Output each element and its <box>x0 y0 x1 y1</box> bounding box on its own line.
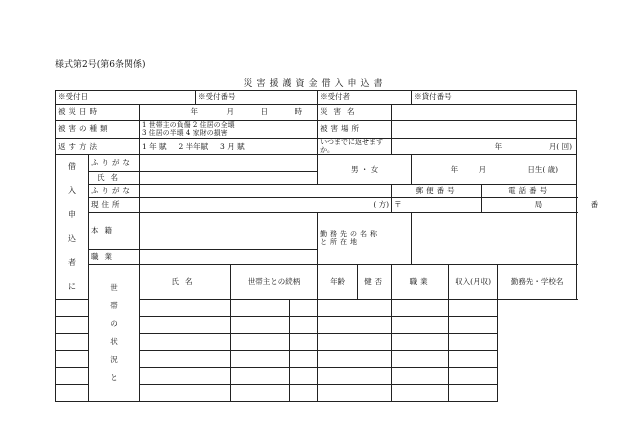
name-field[interactable] <box>140 172 318 185</box>
household-cell[interactable] <box>231 368 290 385</box>
receipt-no-label: ※受付番号 <box>198 92 236 102</box>
household-cell[interactable] <box>231 351 290 368</box>
honseki-label: 本籍 <box>89 213 140 250</box>
furigana-label: ふりがな <box>89 155 140 172</box>
form-number: 様式第2号(第6条関係) <box>55 60 146 70</box>
repayment-row <box>56 139 577 155</box>
direction-label: ( 方) <box>373 200 390 210</box>
hour-label: 時 <box>294 107 302 117</box>
household-row <box>56 317 577 334</box>
phone-field[interactable] <box>482 198 599 213</box>
household-cell[interactable] <box>56 334 140 351</box>
disaster-date-field[interactable] <box>140 105 318 121</box>
application-form-table <box>55 90 599 402</box>
loan-no-cell[interactable] <box>412 91 577 105</box>
birth-month-label: 月 <box>478 164 487 174</box>
furigana-field[interactable] <box>140 155 318 172</box>
repay-method-options[interactable]: 1 年 賦 2 半年賦 3 月 賦 <box>140 139 318 155</box>
receiver-label: ※受付者 <box>320 92 351 102</box>
col-header-relation: 世帯主との続柄 <box>231 264 318 300</box>
household-cell[interactable] <box>231 385 290 402</box>
household-cell[interactable] <box>392 385 449 402</box>
household-cell[interactable] <box>449 385 498 402</box>
occupation-field[interactable] <box>140 249 318 264</box>
repay-until-label: いつまでに返せますか。 <box>318 139 392 155</box>
furigana2-field[interactable] <box>140 185 392 198</box>
furigana2-label: ふりがな <box>89 185 140 198</box>
household-cell[interactable] <box>449 368 498 385</box>
col-header-health: 健否 <box>358 264 392 300</box>
col-header-school: 勤務先・学校名 <box>498 264 577 300</box>
household-cell[interactable] <box>318 334 392 351</box>
household-cell[interactable] <box>140 334 231 351</box>
household-row <box>56 334 577 351</box>
section-char: 込 <box>68 234 76 244</box>
household-cell[interactable] <box>140 300 231 317</box>
household-cell[interactable] <box>290 300 318 317</box>
postal-code-label: 郵便番号 <box>392 185 482 198</box>
occupation-label: 職業 <box>89 249 140 264</box>
col-header-occupation: 職業 <box>392 264 449 300</box>
household-char: 況 <box>110 355 118 365</box>
damage-row <box>56 121 577 139</box>
household-row <box>56 351 577 368</box>
address-label: 現住所 <box>89 198 140 213</box>
section-char: 入 <box>68 186 76 196</box>
household-cell[interactable] <box>290 368 318 385</box>
repay-until-field[interactable] <box>392 139 577 155</box>
household-cell[interactable] <box>392 368 449 385</box>
household-header-row <box>56 264 577 300</box>
name-label <box>89 172 140 185</box>
repay-method-label: 返す方法 <box>56 139 140 155</box>
damage-type-label: 被害の種類 <box>56 121 140 139</box>
section-char: 申 <box>68 210 76 220</box>
receiver-cell[interactable] <box>318 91 412 105</box>
address-field[interactable] <box>140 198 392 213</box>
disaster-name-field[interactable] <box>392 105 577 121</box>
household-cell[interactable] <box>140 317 231 334</box>
household-cell[interactable] <box>318 300 392 317</box>
disaster-date-row <box>56 105 577 121</box>
applicant-furigana2-row <box>56 185 577 198</box>
receipt-row <box>56 91 577 105</box>
year-label: 年 <box>190 107 198 117</box>
exchange-label: 局 <box>534 200 543 210</box>
damage-type-options[interactable] <box>140 121 318 139</box>
household-cell[interactable] <box>56 317 140 334</box>
birth-day-age-label: 日生( 歳) <box>527 164 559 174</box>
household-cell[interactable] <box>140 351 231 368</box>
section-char: に <box>68 282 76 292</box>
household-char: 帯 <box>110 301 118 311</box>
damage-place-label: 被害場所 <box>318 121 392 139</box>
workplace-label-line-1: 勤務先の名称 <box>320 229 381 238</box>
household-cell[interactable] <box>318 368 392 385</box>
household-cell[interactable] <box>392 300 449 317</box>
section-char: 者 <box>68 258 76 268</box>
household-cell[interactable] <box>318 385 392 402</box>
disaster-date-label: 被災日時 <box>56 105 140 121</box>
damage-place-field[interactable] <box>392 121 577 139</box>
col-header-income: 収入(月収) <box>449 264 498 300</box>
address-row <box>56 198 577 213</box>
phone-no-label: 電話番号 <box>482 185 577 198</box>
repay-month-times-label: 月( 回) <box>548 141 573 151</box>
postal-mark: 〒 <box>394 200 402 210</box>
household-char: 状 <box>110 337 118 347</box>
col-header-age: 年齢 <box>318 264 358 300</box>
birthdate-field[interactable] <box>412 155 577 185</box>
household-cell[interactable] <box>231 317 290 334</box>
household-char: と <box>110 373 118 383</box>
household-cell[interactable] <box>290 385 318 402</box>
household-cell[interactable] <box>318 317 392 334</box>
household-cell[interactable] <box>449 351 498 368</box>
household-row <box>56 300 577 317</box>
receipt-date-cell[interactable] <box>56 91 196 105</box>
loan-no-label: ※貸付番号 <box>414 92 452 102</box>
household-cell[interactable] <box>140 368 231 385</box>
birth-year-label: 年 <box>450 164 459 174</box>
household-cell[interactable] <box>449 300 498 317</box>
honseki-row <box>56 213 577 250</box>
household-char: 世 <box>110 283 118 293</box>
workplace-label-line-2: と所在地 <box>320 237 361 246</box>
honseki-field[interactable] <box>140 213 318 250</box>
number-label: 番 <box>590 200 599 210</box>
household-cell[interactable] <box>56 368 140 385</box>
household-row <box>56 385 577 402</box>
household-cell[interactable] <box>290 351 318 368</box>
household-row <box>56 368 577 385</box>
household-cell[interactable] <box>231 300 290 317</box>
household-cell[interactable] <box>318 351 392 368</box>
day-label: 日 <box>260 107 268 117</box>
household-cell[interactable] <box>56 300 140 317</box>
month-label: 月 <box>226 107 234 117</box>
postal-field[interactable] <box>392 198 482 213</box>
damage-options-line-2: 3 住居の半壊 4 家財の損害 <box>142 128 228 137</box>
household-cell[interactable] <box>392 334 449 351</box>
household-cell[interactable] <box>56 351 140 368</box>
workplace-label <box>318 213 412 265</box>
household-cell[interactable] <box>449 317 498 334</box>
household-cell[interactable] <box>290 317 318 334</box>
page-title: 災害援護資金借入申込書 <box>243 79 387 89</box>
receipt-date-label: ※受付日 <box>58 92 88 102</box>
household-cell[interactable] <box>290 334 318 351</box>
gender-field[interactable]: 男 ・ 女 <box>318 155 412 185</box>
household-char: の <box>110 319 118 329</box>
damage-options-line-1: 1 世帯主の負傷 2 住居の全壊 <box>142 120 235 129</box>
disaster-name-label: 災害名 <box>318 105 392 121</box>
household-cell[interactable] <box>231 334 290 351</box>
household-cell[interactable] <box>449 334 498 351</box>
repay-year-label: 年 <box>494 141 503 151</box>
name-label-text: 氏名 <box>97 173 124 183</box>
applicant-furigana-row <box>56 155 577 172</box>
section-char: 借 <box>68 162 76 172</box>
workplace-field[interactable] <box>412 213 577 265</box>
household-cell[interactable] <box>392 317 449 334</box>
col-header-name: 氏名 <box>140 264 231 300</box>
applicant-section-label <box>56 155 89 300</box>
household-cell[interactable] <box>56 385 140 402</box>
household-cell[interactable] <box>392 351 449 368</box>
receipt-no-cell[interactable] <box>196 91 318 105</box>
household-cell[interactable] <box>140 385 231 402</box>
